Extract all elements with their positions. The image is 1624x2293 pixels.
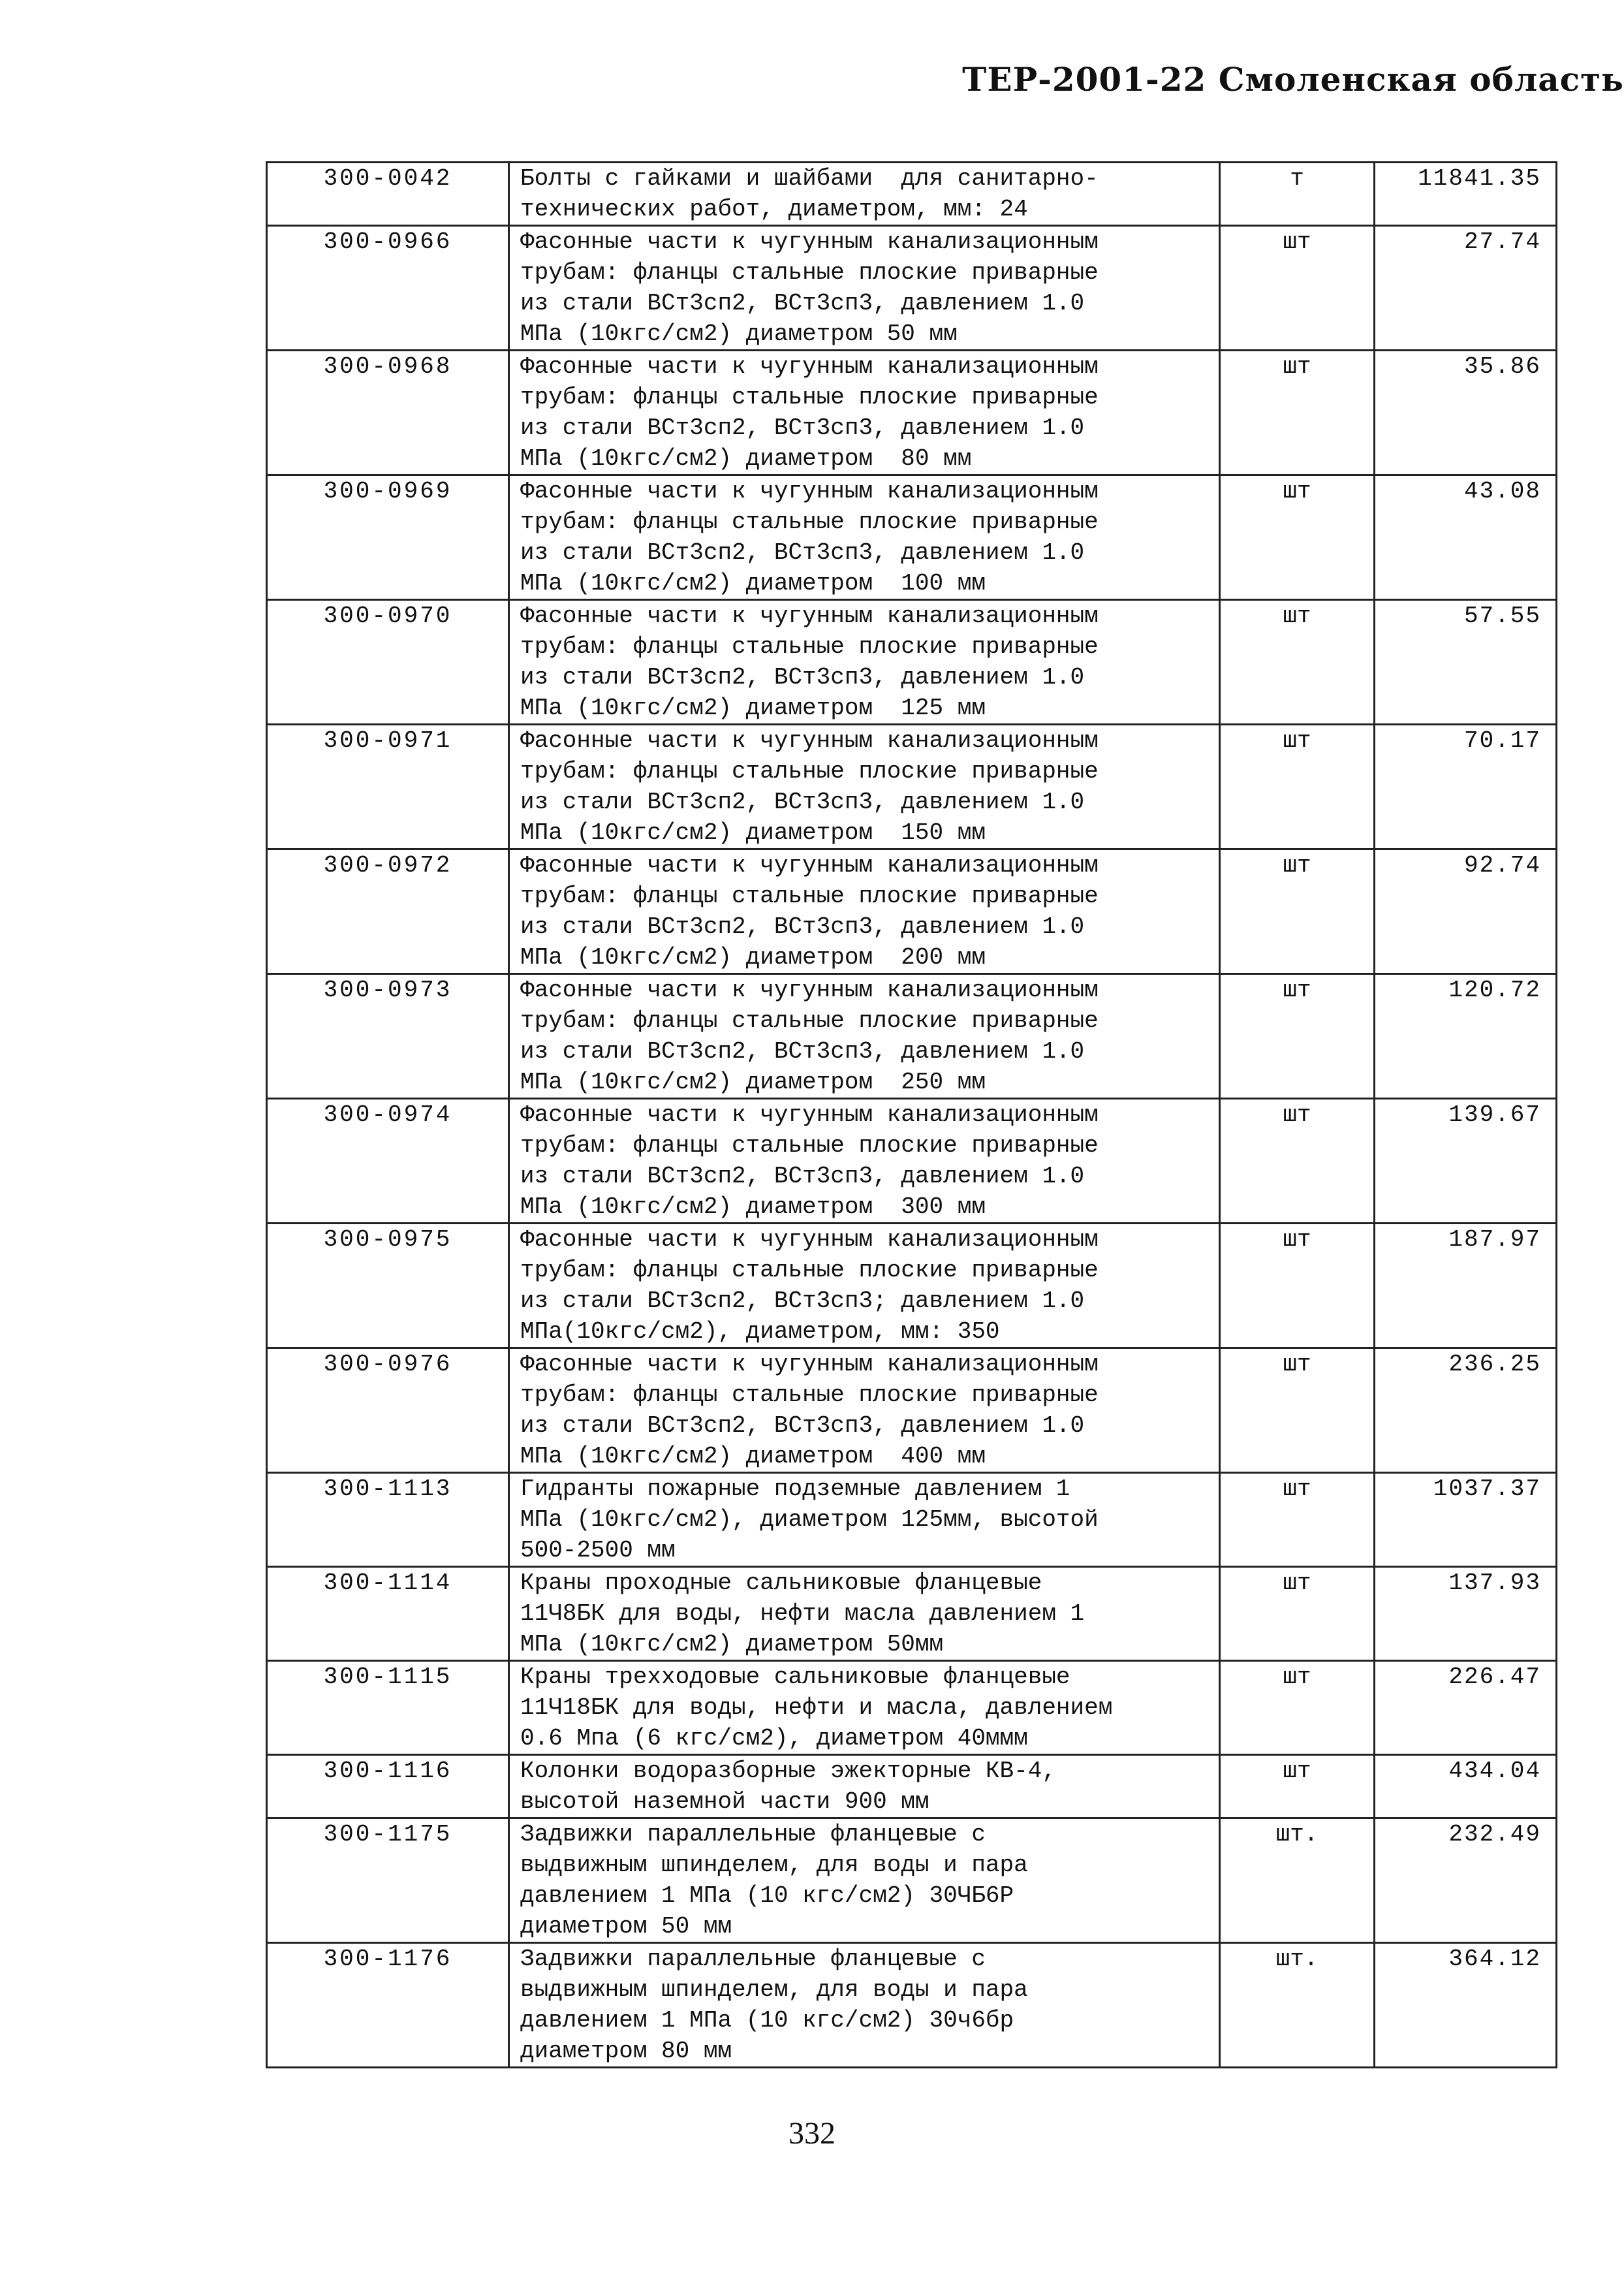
description-line: диаметром 80 мм	[520, 2038, 732, 2064]
table-row	[267, 226, 1557, 351]
description-line: из стали ВСт3сп2, ВСт3сп3, давлением 1.0	[520, 1412, 1085, 1439]
unit-price: 232.49	[1375, 1818, 1557, 1943]
resource-code: 300-0968	[267, 351, 509, 475]
unit-price: 187.97	[1375, 1224, 1557, 1348]
description-line: Фасонные части к чугунным канализационным	[520, 852, 1099, 879]
unit-of-measure: шт	[1220, 1224, 1375, 1348]
resource-description	[509, 1224, 1220, 1348]
description-line: Колонки водоразборные эжекторные КВ-4,	[520, 1758, 1056, 1784]
unit-price: 35.86	[1375, 351, 1557, 475]
description-line: МПа (10кгс/см2) диаметром 150 мм	[520, 819, 986, 846]
description-line: Фасонные части к чугунным канализационным	[520, 977, 1099, 1004]
resource-code: 300-0975	[267, 1224, 509, 1348]
unit-price: 236.25	[1375, 1348, 1557, 1473]
resource-code: 300-1115	[267, 1661, 509, 1755]
resource-description	[509, 163, 1220, 226]
table-row	[267, 849, 1557, 974]
table-row	[267, 1943, 1557, 2068]
description-line: выдвижным шпинделем, для воды и пара	[520, 1852, 1028, 1878]
table-row	[267, 163, 1557, 226]
resource-description	[509, 1943, 1220, 2068]
description-line: Фасонные части к чугунным канализационным	[520, 603, 1099, 629]
unit-of-measure: шт.	[1220, 1818, 1375, 1943]
resource-description	[509, 1348, 1220, 1473]
description-line: МПа (10кгс/см2) диаметром 200 мм	[520, 944, 986, 971]
description-line: МПа (10кгс/см2) диаметром 400 мм	[520, 1443, 986, 1470]
resource-code: 300-1116	[267, 1755, 509, 1818]
unit-price: 70.17	[1375, 725, 1557, 849]
unit-price: 137.93	[1375, 1567, 1557, 1661]
description-line: из стали ВСт3сп2, ВСт3сп3, давлением 1.0	[520, 1163, 1085, 1190]
description-line: Задвижки параллельные фланцевые с	[520, 1946, 986, 1972]
description-line: трубам: фланцы стальные плоские приварные	[520, 384, 1099, 411]
description-line: Фасонные части к чугунным канализационным	[520, 1226, 1099, 1253]
description-line: трубам: фланцы стальные плоские приварные	[520, 758, 1099, 785]
table-row	[267, 1099, 1557, 1224]
unit-of-measure: шт	[1220, 600, 1375, 725]
resource-code: 300-0972	[267, 849, 509, 974]
resource-code: 300-0976	[267, 1348, 509, 1473]
unit-of-measure: шт	[1220, 1348, 1375, 1473]
description-line: из стали ВСт3сп2, ВСт3сп3, давлением 1.0	[520, 789, 1085, 815]
description-line: из стали ВСт3сп2, ВСт3сп3, давлением 1.0	[520, 1038, 1085, 1065]
description-line: Гидранты пожарные подземные давлением 1	[520, 1476, 1070, 1502]
description-line: Фасонные части к чугунным канализационным	[520, 1101, 1099, 1128]
resource-description	[509, 974, 1220, 1099]
unit-of-measure: шт	[1220, 1099, 1375, 1224]
unit-of-measure: шт	[1220, 1661, 1375, 1755]
resource-description	[509, 1661, 1220, 1755]
description-line: трубам: фланцы стальные плоские приварные	[520, 1382, 1099, 1408]
resource-code: 300-1114	[267, 1567, 509, 1661]
unit-of-measure: шт	[1220, 974, 1375, 1099]
description-line: трубам: фланцы стальные плоские приварные	[520, 259, 1099, 286]
unit-price: 92.74	[1375, 849, 1557, 974]
price-table	[266, 161, 1557, 2068]
description-line: диаметром 50 мм	[520, 1913, 732, 1940]
description-line: 11Ч8БК для воды, нефти масла давлением 1	[520, 1600, 1085, 1627]
description-line: МПа (10кгс/см2) диаметром 80 мм	[520, 445, 972, 472]
page-header-title: ТЕР-2001-22 Смоленская область	[962, 60, 1624, 99]
unit-price: 11841.35	[1375, 163, 1557, 226]
table-row	[267, 725, 1557, 849]
description-line: из стали ВСт3сп2, ВСт3сп3, давлением 1.0	[520, 539, 1085, 566]
description-line: из стали ВСт3сп2, ВСт3сп3; давлением 1.0	[520, 1288, 1085, 1314]
description-line: Фасонные части к чугунным канализационным	[520, 353, 1099, 380]
table-row	[267, 600, 1557, 725]
resource-code: 300-0966	[267, 226, 509, 351]
unit-of-measure: шт	[1220, 849, 1375, 974]
unit-of-measure: шт.	[1220, 1943, 1375, 2068]
resource-code: 300-1113	[267, 1473, 509, 1567]
resource-code: 300-0974	[267, 1099, 509, 1224]
description-line: МПа (10кгс/см2) диаметром 125 мм	[520, 695, 986, 721]
description-line: Фасонные части к чугунным канализационным	[520, 1351, 1099, 1378]
description-line: из стали ВСт3сп2, ВСт3сп3, давлением 1.0	[520, 913, 1085, 940]
resource-code: 300-0971	[267, 725, 509, 849]
description-line: Фасонные части к чугунным канализационным	[520, 478, 1099, 505]
unit-price: 1037.37	[1375, 1473, 1557, 1567]
resource-description	[509, 1567, 1220, 1661]
resource-code: 300-0969	[267, 475, 509, 600]
unit-price: 120.72	[1375, 974, 1557, 1099]
resource-description	[509, 849, 1220, 974]
unit-of-measure: шт	[1220, 226, 1375, 351]
page-number: 332	[789, 2116, 835, 2151]
unit-price: 43.08	[1375, 475, 1557, 600]
description-line: трубам: фланцы стальные плоские приварные	[520, 509, 1099, 535]
unit-of-measure: шт	[1220, 475, 1375, 600]
description-line: технических работ, диаметром, мм: 24	[520, 196, 1028, 223]
description-line: трубам: фланцы стальные плоские приварные	[520, 1257, 1099, 1284]
description-line: давлением 1 МПа (10 кгс/см2) 30ЧБ6Р	[520, 1882, 1014, 1909]
description-line: трубам: фланцы стальные плоские приварные	[520, 883, 1099, 909]
description-line: 500-2500 мм	[520, 1537, 676, 1564]
description-line: МПа (10кгс/см2) диаметром 250 мм	[520, 1069, 986, 1096]
table-row	[267, 974, 1557, 1099]
table-row	[267, 351, 1557, 475]
price-table-body	[267, 163, 1557, 2068]
unit-price: 434.04	[1375, 1755, 1557, 1818]
unit-price: 57.55	[1375, 600, 1557, 725]
unit-of-measure: шт	[1220, 1473, 1375, 1567]
table-row	[267, 1348, 1557, 1473]
unit-of-measure: шт	[1220, 1755, 1375, 1818]
resource-description	[509, 1473, 1220, 1567]
description-line: Болты с гайками и шайбами для санитарно-	[520, 165, 1099, 192]
description-line: трубам: фланцы стальные плоские приварные	[520, 1132, 1099, 1159]
description-line: МПа (10кгс/см2) диаметром 50мм	[520, 1631, 944, 1658]
unit-price: 364.12	[1375, 1943, 1557, 2068]
table-row	[267, 1818, 1557, 1943]
resource-description	[509, 1099, 1220, 1224]
table-row	[267, 1224, 1557, 1348]
description-line: МПа (10кгс/см2), диаметром 125мм, высотой	[520, 1506, 1099, 1533]
resource-description	[509, 1755, 1220, 1818]
resource-code: 300-1175	[267, 1818, 509, 1943]
description-line: выдвижным шпинделем, для воды и пара	[520, 1976, 1028, 2003]
resource-description	[509, 351, 1220, 475]
description-line: из стали ВСт3сп2, ВСт3сп3, давлением 1.0	[520, 290, 1085, 317]
table-row	[267, 1755, 1557, 1818]
description-line: 0.6 Мпа (6 кгс/см2), диаметром 40ммм	[520, 1725, 1028, 1752]
unit-of-measure: шт	[1220, 351, 1375, 475]
description-line: МПа (10кгс/см2) диаметром 50 мм	[520, 321, 958, 347]
resource-description	[509, 475, 1220, 600]
unit-of-measure: шт	[1220, 1567, 1375, 1661]
unit-of-measure: т	[1220, 163, 1375, 226]
description-line: МПа(10кгс/см2), диаметром, мм: 350	[520, 1318, 1000, 1345]
unit-price: 139.67	[1375, 1099, 1557, 1224]
description-line: давлением 1 МПа (10 кгс/см2) 30ч6бр	[520, 2007, 1014, 2034]
description-line: из стали ВСт3сп2, ВСт3сп3, давлением 1.0	[520, 415, 1085, 441]
description-line: из стали ВСт3сп2, ВСт3сп3, давлением 1.0	[520, 664, 1085, 691]
description-line: трубам: фланцы стальные плоские приварные	[520, 633, 1099, 660]
unit-of-measure: шт	[1220, 725, 1375, 849]
table-row	[267, 1567, 1557, 1661]
resource-code: 300-0973	[267, 974, 509, 1099]
description-line: Краны трехходовые сальниковые фланцевые	[520, 1664, 1070, 1690]
table-row	[267, 475, 1557, 600]
table-row	[267, 1473, 1557, 1567]
description-line: МПа (10кгс/см2) диаметром 100 мм	[520, 570, 986, 597]
description-line: Краны проходные сальниковые фланцевые	[520, 1570, 1042, 1596]
resource-code: 300-1176	[267, 1943, 509, 2068]
description-line: Фасонные части к чугунным канализационным	[520, 229, 1099, 255]
resource-description	[509, 725, 1220, 849]
description-line: высотой наземной части 900 мм	[520, 1788, 929, 1815]
description-line: трубам: фланцы стальные плоские приварные	[520, 1007, 1099, 1034]
resource-description	[509, 226, 1220, 351]
unit-price: 27.74	[1375, 226, 1557, 351]
resource-code: 300-0970	[267, 600, 509, 725]
table-row	[267, 1661, 1557, 1755]
description-line: 11Ч18БК для воды, нефти и масла, давлением	[520, 1694, 1113, 1721]
description-line: МПа (10кгс/см2) диаметром 300 мм	[520, 1194, 986, 1220]
description-line: Задвижки параллельные фланцевые с	[520, 1821, 986, 1848]
resource-description	[509, 1818, 1220, 1943]
resource-code: 300-0042	[267, 163, 509, 226]
resource-description	[509, 600, 1220, 725]
description-line: Фасонные части к чугунным канализационным	[520, 727, 1099, 754]
unit-price: 226.47	[1375, 1661, 1557, 1755]
